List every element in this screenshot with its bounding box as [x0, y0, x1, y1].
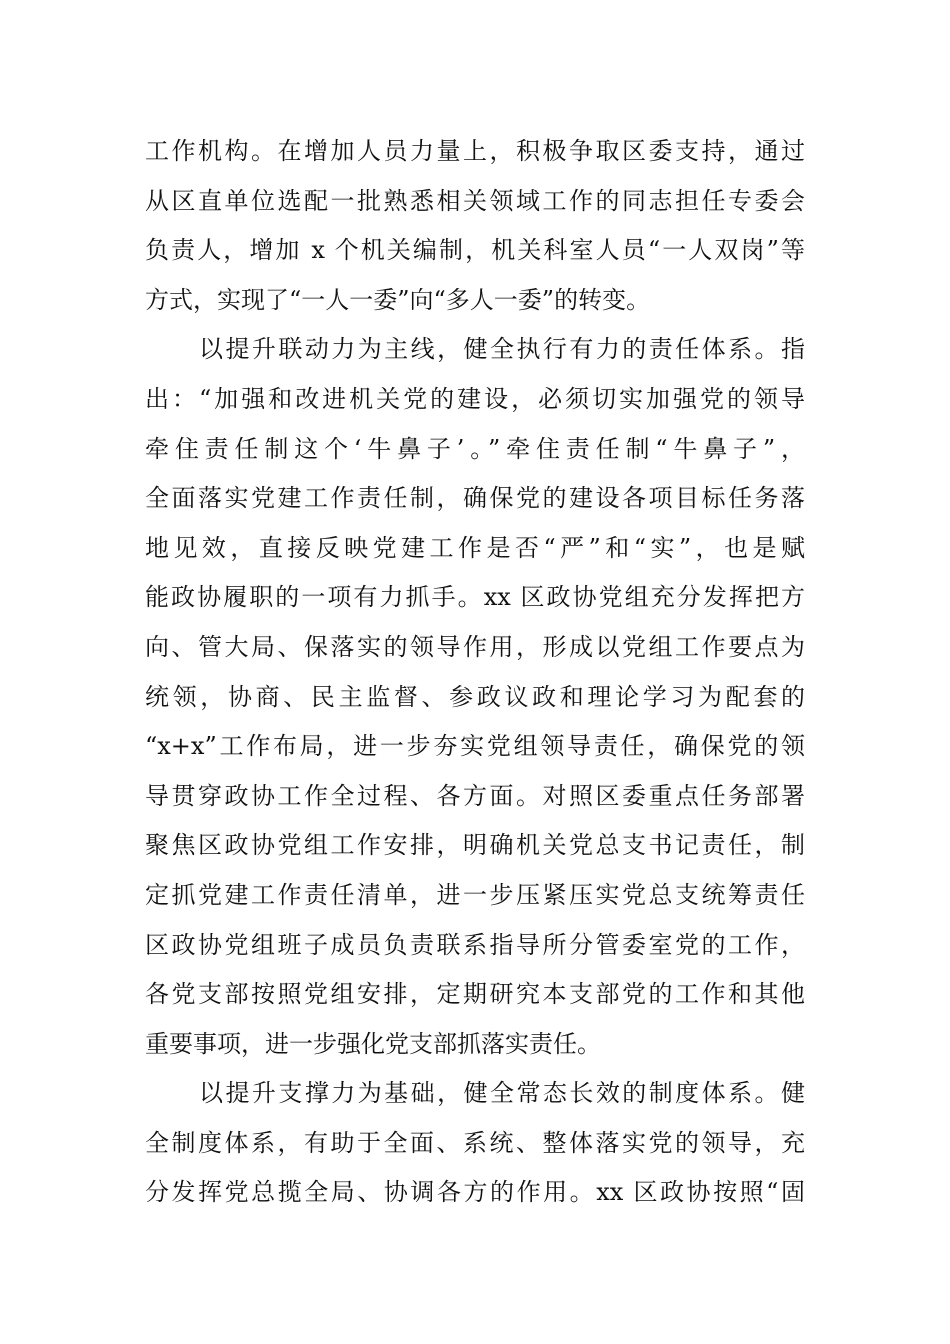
text-line: 定抓党建工作责任清单，进一步压紧压实党总支统筹责任	[145, 880, 805, 909]
text-line: 从区直单位选配一批熟悉相关领域工作的同志担任专委会	[145, 186, 805, 215]
text-line: 能政协履职的一项有力抓手。xx 区政协党组充分发挥把方	[145, 583, 805, 612]
text-line: 各党支部按照党组安排，定期研究本支部党的工作和其他	[145, 980, 805, 1009]
document-page	[145, 127, 805, 1218]
text-line: “x+x”工作布局，进一步夯实党组领导责任，确保党的领	[145, 732, 805, 761]
text-line: 区政协党组班子成员负责联系指导所分管委室党的工作，	[145, 930, 805, 959]
text-line: 工作机构。在增加人员力量上，积极争取区委支持，通过	[145, 137, 805, 165]
text-line: 全制度体系，有助于全面、系统、整体落实党的领导，充	[145, 1128, 805, 1157]
text-line: 分发挥党总揽全局、协调各方的作用。xx 区政协按照“固	[145, 1178, 805, 1207]
text-line: 方式，实现了“一人一委”向“多人一委”的转变。	[145, 285, 651, 314]
text-line: 牵住责任制这个‘牛鼻子’。”牵住责任制“牛鼻子”，	[145, 434, 805, 463]
text-line: 地见效，直接反映党建工作是否“严”和“实”，也是赋	[145, 533, 805, 562]
text-line: 以提升联动力为主线，健全执行有力的责任体系。指	[199, 335, 805, 364]
text-line: 全面落实党建工作责任制，确保党的建设各项目标任务落	[145, 484, 805, 513]
text-line: 出：“加强和改进机关党的建设，必须切实加强党的领导	[145, 384, 805, 413]
text-line: 重要事项，进一步强化党支部抓落实责任。	[145, 1029, 601, 1058]
text-line: 统领，协商、民主监督、参政议政和理论学习为配套的	[145, 682, 805, 711]
text-line: 以提升支撑力为基础，健全常态长效的制度体系。健	[199, 1079, 805, 1108]
text-line: 聚焦区政协党组工作安排，明确机关党总支书记责任，制	[145, 831, 805, 860]
text-line: 导贯穿政协工作全过程、各方面。对照区委重点任务部署	[145, 781, 805, 810]
text-line: 负责人，增加 x 个机关编制，机关科室人员“一人双岗”等	[145, 236, 805, 265]
text-line: 向、管大局、保落实的领导作用，形成以党组工作要点为	[145, 632, 805, 661]
